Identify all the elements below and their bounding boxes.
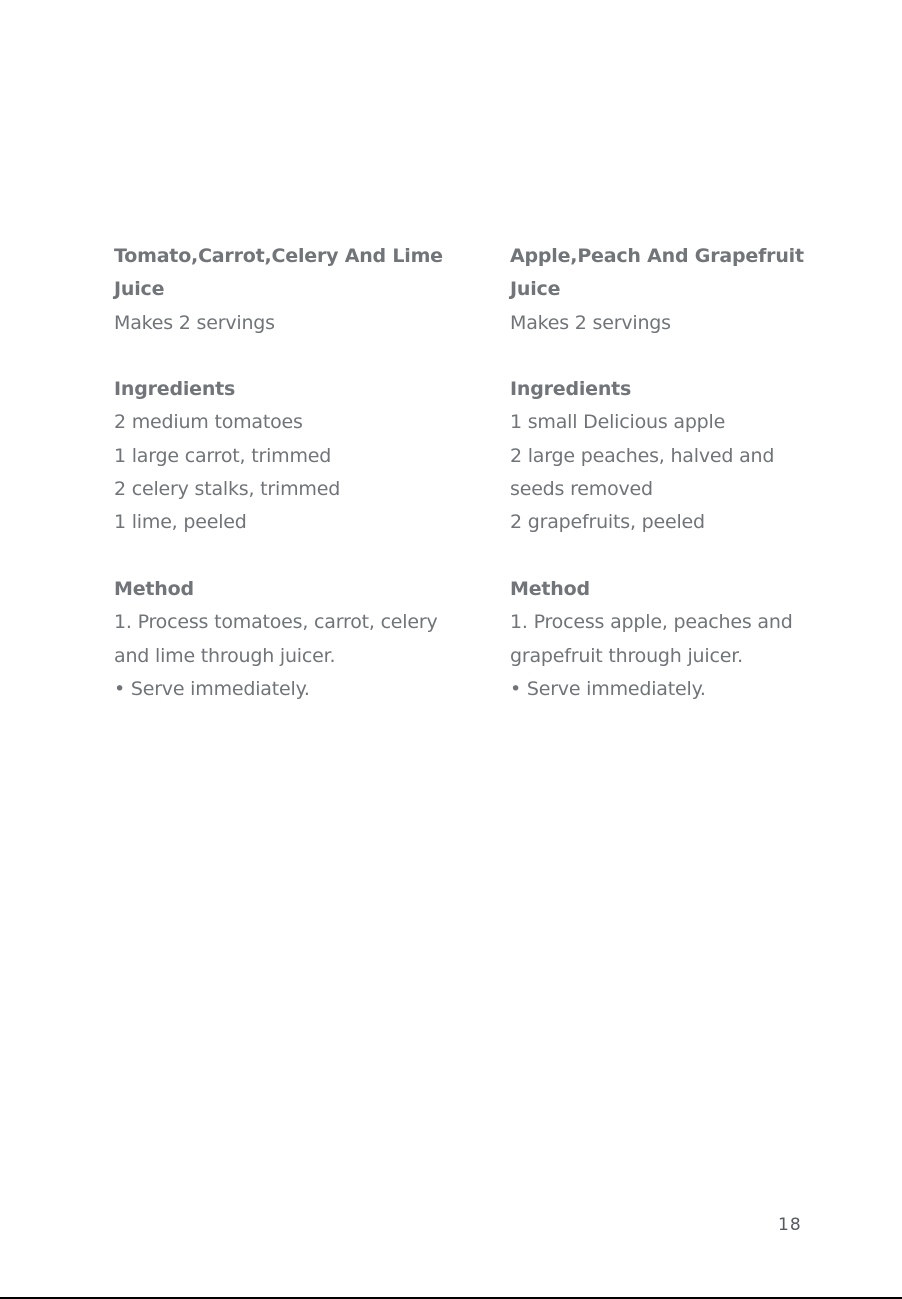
recipe-title: Apple,Peach And Grapefruit Juice: [510, 245, 804, 301]
method-step: • Serve immediately.: [114, 677, 310, 700]
recipe-servings: Makes 2 servings: [510, 311, 671, 334]
ingredient-item: 1 small Delicious apple: [510, 411, 726, 434]
ingredient-item: 2 large peaches, halved and seeds removed: [510, 444, 775, 501]
ingredient-item: 2 grapefruits, peeled: [510, 511, 705, 534]
ingredient-item: 1 lime, peeled: [114, 511, 247, 534]
recipe-title: Tomato,Carrot,Celery And Lime Juice: [114, 245, 443, 301]
method-step: 1. Process apple, peaches and grapefruit through juicer.: [510, 611, 793, 667]
method-step: • Serve immediately.: [510, 677, 706, 700]
method-heading: Method: [114, 577, 194, 600]
recipe-apple-peach-grapefruit: [510, 240, 830, 706]
ingredients-heading: Ingredients: [114, 378, 236, 401]
ingredient-item: 2 celery stalks, trimmed: [114, 478, 341, 501]
recipe-servings: Makes 2 servings: [114, 311, 275, 334]
ingredient-item: 2 medium tomatoes: [114, 411, 303, 434]
ingredient-item: 1 large carrot, trimmed: [114, 444, 332, 467]
method-step: 1. Process tomatoes, carrot, celery and lime through juicer.: [114, 611, 438, 667]
method-heading: Method: [510, 577, 590, 600]
page-number: 18: [778, 1215, 802, 1235]
ingredients-heading: Ingredients: [510, 378, 632, 401]
recipe-tomato-carrot-celery-lime: [114, 240, 444, 706]
